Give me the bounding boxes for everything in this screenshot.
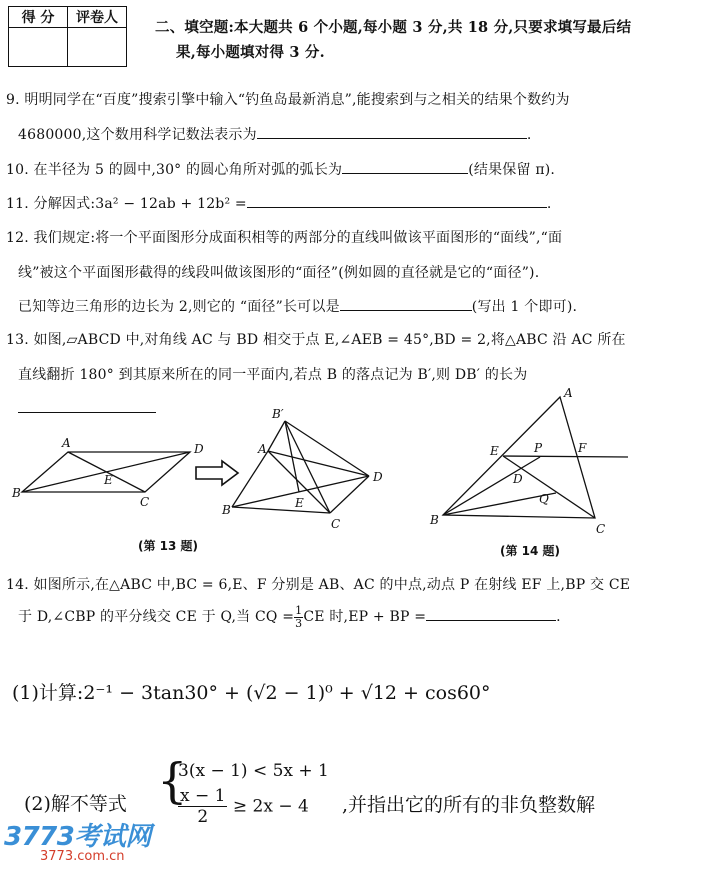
q10-answer-blank[interactable]: [342, 159, 468, 174]
fig13b-dc: [330, 476, 369, 513]
q11-answer-blank[interactable]: [247, 193, 547, 208]
q9-line1: 9. 明明同学在“百度”搜索引擎中输入“钓鱼岛最新消息”,能搜索到与之相关的结果个数约为: [6, 92, 570, 108]
watermark-logo: 3773考试网: [4, 822, 151, 852]
problem2-suffix: ,并指出它的所有的非负整数解: [342, 794, 596, 816]
fig13b-label-e: E: [295, 496, 304, 510]
q10-line: 10. 在半径为 5 的圆中,30° 的圆心角所对弧的弧长为 (结果保留 π).: [6, 159, 555, 180]
fig13b-cb: [232, 507, 330, 513]
problem2-ineq1: 3(x − 1) < 5x + 1: [178, 761, 329, 781]
q13-line1: 13. 如图,▱ABCD 中,对角线 AC 与 BD 相交于点 E,∠AEB = 45°,BD = 2,将△ABC 沿 AC 所在: [6, 332, 626, 348]
fig13b-label-bprime: B′: [272, 407, 284, 421]
q14-answer-blank[interactable]: [426, 606, 556, 621]
section-heading-line1: 二、填空题:本大题共 6 个小题,每小题 3 分,共 18 分,只要求填写最后结: [155, 19, 632, 36]
fig13a-label-d: D: [194, 442, 204, 456]
fig13b-bpd: [285, 421, 369, 476]
fig13-caption: (第 13 题): [138, 539, 199, 553]
fig14-label-c: C: [596, 522, 606, 536]
fig14-caption: (第 14 题): [500, 544, 561, 558]
fig14-ray-ef: [503, 456, 628, 457]
fig13b-label-b: B: [222, 503, 231, 517]
problem2-ineq2-den: 2: [197, 807, 209, 827]
grader-header: 评卷人: [68, 7, 127, 28]
figures-svg: [0, 385, 703, 570]
problem1-calc: (1)计算:2⁻¹ − 3tan30° + (√2 − 1)⁰ + √12 + cos60°: [12, 682, 491, 704]
q12-answer-blank[interactable]: [340, 296, 472, 311]
fig13b-bpe: [285, 421, 299, 492]
fig13b-label-c: C: [331, 517, 341, 531]
fig14-label-f: F: [578, 441, 587, 455]
q13-line2: 直线翻折 180° 到其原来所在的同一平面内,若点 B 的落点记为 B′,则 DB′ 的长为: [18, 367, 528, 383]
q9-answer-blank[interactable]: [257, 124, 527, 139]
q12-line3: 已知等边三角形的边长为 2,则它的 “面径”长可以是 (写出 1 个即可).: [18, 296, 577, 317]
brace-icon: {: [157, 753, 188, 809]
q14-fraction: $\frac{1}{3}$: [295, 603, 303, 630]
section-heading-line2: 果,每小题填对得 3 分.: [176, 44, 325, 61]
fig14-label-q: Q: [539, 492, 549, 506]
fig14-label-a: A: [564, 386, 573, 400]
problem2-ineq2: [178, 786, 309, 827]
fold-arrow: [196, 461, 238, 485]
q9-line2: 4680000,这个数用科学记数法表示为 .: [18, 124, 531, 145]
fig13a-label-c: C: [140, 495, 150, 509]
fig13b-ba: [232, 451, 268, 507]
q14-line1: 14. 如图所示,在△ABC 中,BC = 6,E、F 分别是 AB、AC 的中点,动点 P 在射线 EF 上,BP 交 CE: [6, 577, 631, 593]
score-header: 得 分: [9, 7, 68, 28]
fig13a-label-e: E: [104, 473, 113, 487]
fig13a-label-b: B: [12, 486, 21, 500]
fig14-ce: [503, 456, 595, 518]
fig14-label-b: B: [430, 513, 439, 527]
fig13b-bpa: [268, 421, 285, 451]
problem2-ineq2-num: x − 1: [180, 786, 226, 806]
q12-line2: 线”被这个平面图形截得的线段叫做该图形的“面径”(例如圆的直径就是它的“面径”).: [18, 265, 540, 281]
fig13a-label-a: A: [62, 436, 71, 450]
watermark-url: 3773.com.cn: [40, 849, 125, 864]
fig13b-ad: [268, 451, 369, 476]
grader-cell: [68, 28, 127, 67]
fig14-label-p: P: [534, 441, 543, 455]
fig13b-label-d: D: [373, 470, 383, 484]
q12-line1: 12. 我们规定:将一个平面图形分成面积相等的两部分的直线叫做该平面图形的“面线”,“面: [6, 230, 563, 246]
problem2-ineq2-rhs: ≥ 2x − 4: [232, 796, 309, 817]
score-cell: [9, 28, 68, 67]
score-box: [8, 6, 127, 67]
fig13b-label-a: A: [258, 442, 267, 456]
fig13b-bpc: [285, 421, 330, 513]
fig14-label-d: D: [513, 472, 523, 486]
q14-line2: 于 D,∠CBP 的平分线交 CE 于 Q,当 CQ = $\frac{1}{3}$ CE 时,EP + BP = .: [18, 603, 561, 630]
q11-line: 11. 分解因式:3a² − 12ab + 12b² = .: [6, 193, 552, 214]
problem2-prefix: (2)解不等式: [24, 793, 127, 815]
fig14-label-e: E: [490, 444, 499, 458]
